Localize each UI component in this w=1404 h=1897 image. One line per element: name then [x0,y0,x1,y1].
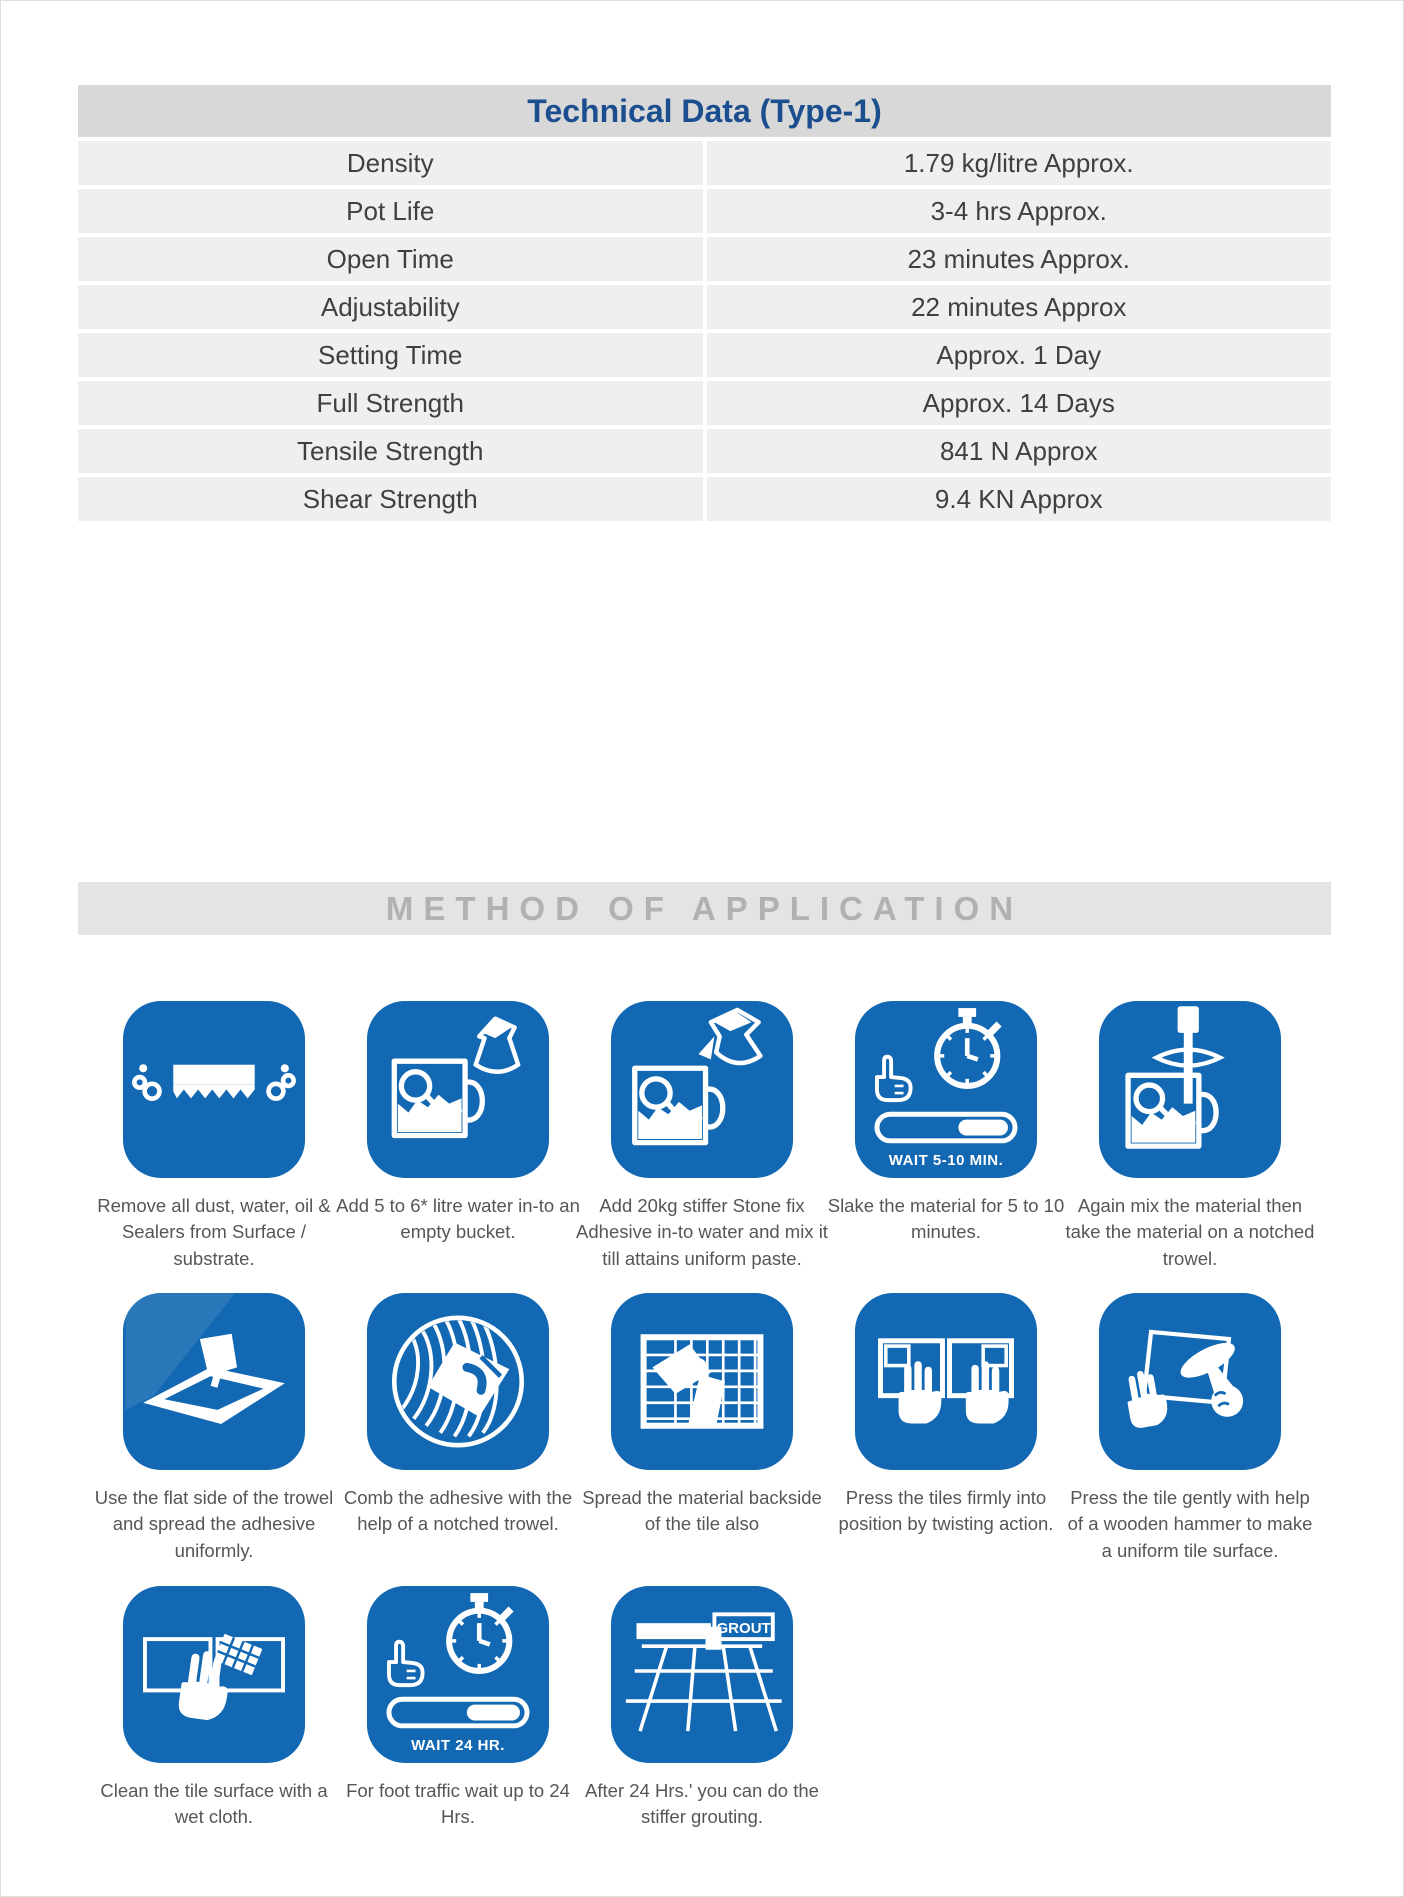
pour-adhesive-into-bucket-icon [611,1001,793,1178]
press-tiles-hands-icon [855,1293,1037,1470]
grout-label: GROUT [716,1619,771,1637]
wait-badge: WAIT 5-10 MIN. [888,1152,1004,1169]
section-title: METHOD OF APPLICATION [385,889,1024,927]
step-card [576,1001,828,1272]
step-caption: Comb the adhesive with the help of a notched trowel. [343,1487,573,1535]
step-tile [855,1293,1037,1470]
step-caption: Add 20kg stiffer Stone fix Adhesive in-to water and mix it till attains uniform paste. [576,1195,828,1269]
step-card [1065,1001,1315,1272]
cell-label: Adjustability [78,285,703,329]
method-of-application-header [78,882,1331,935]
table-title-bar [78,85,1331,137]
cell-value: 1.79 kg/litre Approx. [707,141,1332,185]
step-card [100,1586,328,1831]
step-tile [123,1293,305,1470]
bucket-and-water-bag-icon [367,1001,549,1178]
flat-trowel-icon [123,1293,305,1470]
table-row [78,333,1331,377]
steps-grid-row-2 [94,1293,1313,1564]
step-caption: Clean the tile surface with a wet cloth. [100,1780,328,1828]
step-card [1067,1293,1313,1564]
table-row [78,189,1331,233]
cell-label: Density [78,141,703,185]
cell-label: Full Strength [78,381,703,425]
cell-value: 3-4 hrs Approx. [707,189,1332,233]
step-tile [1099,1001,1281,1178]
step-caption: Press the tile gently with help of a wooden hammer to make a uniform tile surface. [1067,1487,1313,1561]
step-tile [123,1586,305,1763]
step-card [838,1293,1054,1564]
step-tile [367,1586,549,1763]
step-caption: For foot traffic wait up to 24 Hrs. [346,1780,570,1828]
step-tile [611,1293,793,1470]
grout-floor-icon [611,1586,793,1763]
step-card [97,1001,331,1272]
cell-label: Tensile Strength [78,429,703,473]
step-caption: Use the flat side of the trowel and spread the adhesive uniformly. [94,1487,334,1561]
step-tile [367,1293,549,1470]
cell-label: Shear Strength [78,477,703,521]
mixing-paddle-bucket-icon [1099,1001,1281,1178]
step-card [585,1586,819,1831]
wooden-hammer-icon [1099,1293,1281,1470]
step-caption: Add 5 to 6* litre water in-to an empty bucket. [336,1195,580,1243]
step-tile [855,1001,1037,1178]
step-tile [1099,1293,1281,1470]
clean-tile-cloth-icon [123,1586,305,1763]
cell-value: 841 N Approx [707,429,1332,473]
steps-grid-row-1 [97,1001,1315,1272]
step-tile [611,1586,793,1763]
table-row [78,237,1331,281]
cell-value: Approx. 14 Days [707,381,1332,425]
table-row [78,285,1331,329]
technical-data-table [78,85,1331,525]
step-card [343,1293,573,1564]
cell-label: Setting Time [78,333,703,377]
step-card [582,1293,822,1564]
table-row [78,429,1331,473]
spread-tile-backside-icon [611,1293,793,1470]
table-row [78,477,1331,521]
step-card [827,1001,1065,1272]
notched-trowel-comb-icon [367,1293,549,1470]
steps-grid-row-3 [100,1586,819,1831]
step-tile [367,1001,549,1178]
table-row [78,141,1331,185]
step-tile [123,1001,305,1178]
table-title: Technical Data (Type-1) [527,92,882,129]
step-caption: Slake the material for 5 to 10 minutes. [827,1195,1065,1243]
cell-label: Open Time [78,237,703,281]
step-caption: Remove all dust, water, oil & Sealers from Surface / substrate. [97,1195,331,1269]
cell-value: 9.4 KN Approx [707,477,1332,521]
step-tile [611,1001,793,1178]
step-caption: After 24 Hrs.' you can do the stiffer grouting. [585,1780,819,1828]
cell-value: Approx. 1 Day [707,333,1332,377]
cell-value: 23 minutes Approx. [707,237,1332,281]
step-caption: Press the tiles firmly into position by twisting action. [838,1487,1054,1535]
cell-label: Pot Life [78,189,703,233]
wait-badge: WAIT 24 HR. [411,1737,505,1754]
surface-cleaning-brush-icon [123,1001,305,1178]
cell-value: 22 minutes Approx [707,285,1332,329]
step-card [346,1586,570,1831]
step-card [94,1293,334,1564]
step-caption: Spread the material backside of the tile also [582,1487,822,1535]
step-caption: Again mix the material then take the material on a notched trowel. [1065,1195,1315,1269]
step-card [336,1001,580,1272]
table-row [78,381,1331,425]
